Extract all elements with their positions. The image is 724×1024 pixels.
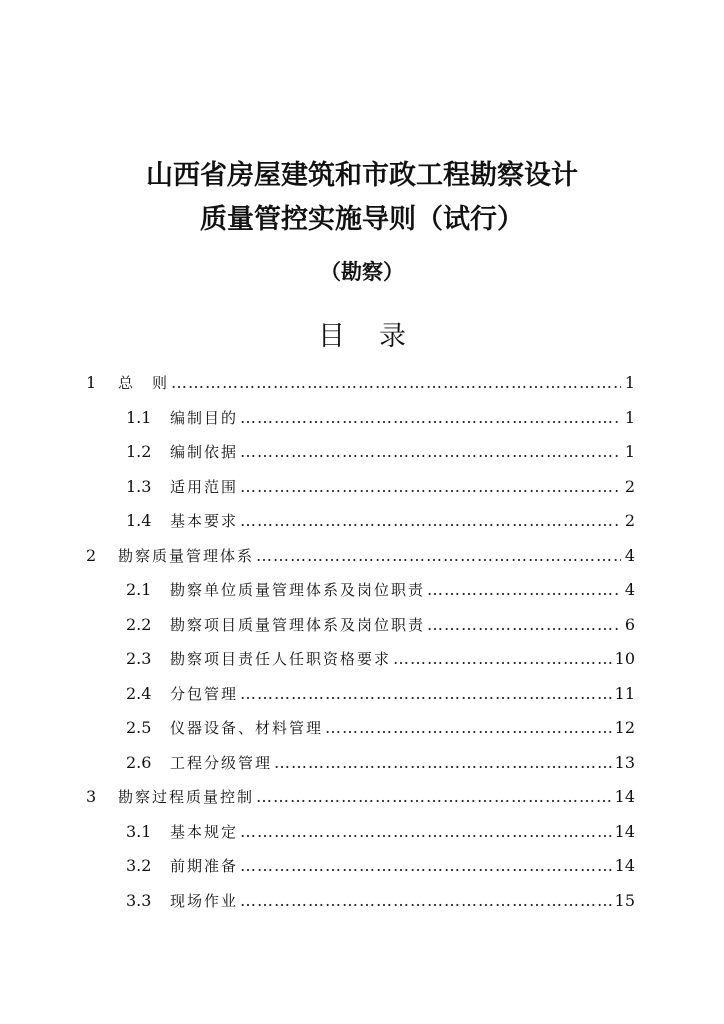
toc-entry-label: 基本要求 xyxy=(170,512,239,530)
toc-entry-label: 勘察单位质量管理体系及岗位职责 xyxy=(170,581,426,599)
toc-heading xyxy=(0,314,724,353)
toc-entry-number: 1.3 xyxy=(126,476,152,496)
toc-entry[interactable] xyxy=(126,476,635,502)
toc-leader-dots xyxy=(256,787,613,806)
toc-entry-number: 2.5 xyxy=(126,718,152,737)
toc-entry[interactable] xyxy=(86,786,635,812)
toc-entry-page-number: 12 xyxy=(614,718,635,737)
toc-entry-page-number: 2 xyxy=(624,511,635,530)
toc-entry-page-number: 15 xyxy=(614,890,635,910)
toc-leader-dots xyxy=(325,718,613,737)
toc-entry-page-number: 1 xyxy=(624,407,635,427)
toc-leader-dots xyxy=(274,753,613,772)
toc-entry-label: 勘察项目责任人任职资格要求 xyxy=(170,650,392,668)
toc-entry-label: 仪器设备、材料管理 xyxy=(170,719,324,737)
toc-leader-dots xyxy=(240,442,621,461)
toc-entry[interactable] xyxy=(86,372,635,398)
toc-leader-dots xyxy=(240,477,621,496)
toc-leader-dots xyxy=(240,822,613,841)
toc-entry-label: 工程分级管理 xyxy=(170,753,273,772)
toc-leader-dots xyxy=(256,546,621,565)
toc-entry-page-number: 1 xyxy=(624,442,635,461)
toc-leader-dots xyxy=(240,408,621,427)
toc-entry-page-number: 14 xyxy=(614,821,635,841)
toc-entry-page-number: 13 xyxy=(614,752,635,772)
document-title-line1: 山西省房屋建筑和市政工程勘察设计 xyxy=(146,160,578,191)
toc-entry-label: 基本规定 xyxy=(170,822,239,841)
toc-entry-number: 1 xyxy=(86,373,97,392)
toc-entry-number: 1.2 xyxy=(126,442,152,461)
toc-entry-page-number: 14 xyxy=(614,856,635,875)
toc-entry[interactable] xyxy=(126,441,635,467)
toc-leader-dots xyxy=(240,891,613,910)
toc-leader-dots xyxy=(427,580,621,599)
document-subtitle: （勘察） xyxy=(320,260,404,284)
toc-entry-number: 3.3 xyxy=(126,890,152,910)
toc-leader-dots xyxy=(240,856,613,875)
toc-entry-number: 1.4 xyxy=(126,511,152,530)
toc-entry[interactable] xyxy=(126,855,635,881)
toc-leader-dots xyxy=(427,615,621,634)
toc-entry[interactable] xyxy=(126,821,635,847)
toc-entry[interactable] xyxy=(126,510,635,536)
toc-leader-dots xyxy=(171,373,621,392)
toc-entry-number: 2.4 xyxy=(126,683,152,703)
toc-entry-label: 勘察项目质量管理体系及岗位职责 xyxy=(170,615,426,634)
toc-entry-number: 2.1 xyxy=(126,580,152,599)
toc-entry-page-number: 10 xyxy=(614,649,635,668)
toc-entry-label: 现场作业 xyxy=(170,891,239,910)
toc-entry[interactable] xyxy=(126,683,635,709)
toc-entry-number: 2.2 xyxy=(126,614,152,634)
toc-entry-number: 3.1 xyxy=(126,821,152,841)
toc-entry-page-number: 4 xyxy=(624,580,635,599)
toc-entry-label: 适用范围 xyxy=(170,477,239,496)
toc-entry-number: 1.1 xyxy=(126,407,152,427)
toc-entry[interactable] xyxy=(126,579,635,605)
toc-leader-dots xyxy=(240,511,621,530)
toc-entry[interactable] xyxy=(86,545,635,571)
toc-entry-number: 2.6 xyxy=(126,752,152,772)
toc-entry-page-number: 2 xyxy=(624,476,635,496)
toc-entry[interactable] xyxy=(126,648,635,674)
toc-entry-page-number: 1 xyxy=(624,373,635,392)
toc-entry-label: 前期准备 xyxy=(170,857,239,875)
toc-entry-number: 2.3 xyxy=(126,649,152,668)
toc-entry-label: 编制依据 xyxy=(170,443,239,461)
toc-entry-page-number: 14 xyxy=(614,787,635,806)
toc-entry-label: 总 则 xyxy=(118,374,170,392)
toc-leader-dots xyxy=(240,684,613,703)
toc-entry-label: 勘察质量管理体系 xyxy=(118,546,255,565)
toc-entry-label: 分包管理 xyxy=(170,684,239,703)
toc-entry[interactable] xyxy=(126,614,635,640)
toc-heading-char2: 录 xyxy=(379,321,406,352)
toc-entry[interactable] xyxy=(126,890,635,916)
toc-entry-label: 勘察过程质量控制 xyxy=(118,788,255,806)
toc-entry[interactable] xyxy=(126,752,635,778)
toc-entry-number: 3 xyxy=(86,787,97,806)
toc-entry-number: 3.2 xyxy=(126,856,152,875)
toc-entry-page-number: 11 xyxy=(614,683,635,703)
toc-entry[interactable] xyxy=(126,407,635,433)
document-title-line2: 质量管控实施导则（试行） xyxy=(200,204,524,235)
toc-entry[interactable] xyxy=(126,717,635,743)
toc-entry-number: 2 xyxy=(86,545,97,565)
toc-entry-page-number: 4 xyxy=(624,545,635,565)
toc-entry-label: 编制目的 xyxy=(170,408,239,427)
toc-heading-char1: 目 xyxy=(318,321,345,352)
toc-leader-dots xyxy=(393,649,613,668)
toc-entry-page-number: 6 xyxy=(624,614,635,634)
